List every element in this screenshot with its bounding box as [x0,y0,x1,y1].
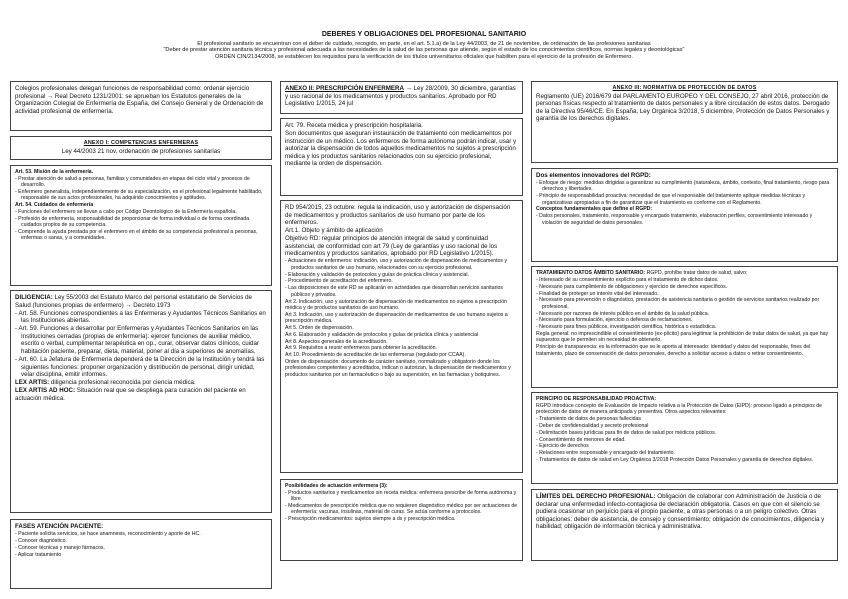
anexo2-text: → Ley 28/2009, 30 diciembre, garantías y uso racional de los medicamentos y productos sanitarios. Aprobado por RD Legislativo 1/2015, 24 jul [285,85,516,108]
list-item: - Medicamentos de prescripción médica que no requieren diagnóstico médico por ser actuaciones de enfermería: vacunas, insulinas, material de curas. Se actúa conforme a protocolos. [285,503,518,516]
principio-box [531,392,838,484]
list-item: - Comprende la ayuda prestada por el enfermero en el ámbito de su competencia profesional a personas, enfermas o sanas, y a comunidades. [15,229,267,242]
art54-title: Art. 54. Cuidados de enfermería [15,202,94,209]
anexo1-box [10,136,272,160]
header-line-1: El profesional sanitario se encuentran con el deber de cuidado, recogido, en parte, en el art. 5.1.a) de la Ley 44/2003, de 21 de noviembre, de ordenación de las profesiones sanitarias [197,40,651,47]
list-item: - Interesado dé su consentimiento explícito para el tratamiento de dichos datos. [536,277,833,283]
rd954-art: Art 8. Aspectos generales de la acreditación. [285,338,388,345]
tratamiento-title: TRATAMIENTO DATOS ÁMBITO SANITARIO: [536,270,646,276]
list-item: - Art. 60. La Jefatura de Enfermería dependerá de la Dirección de la Institución y tendrá las siguientes funciones: proponer organización y distribución de personal, dirigir unidad, velar disciplina, emitir informes. [15,356,267,379]
list-item: - Finalidad de proteger un interés vital del interesado. [536,291,833,297]
rgpd-box [531,168,838,262]
rd954-art: Art 5. Orden de dispensación. [285,324,354,331]
list-item: - Tratamiento de datos de personas fallecidas [536,416,833,422]
page-title: DEBERES Y OBLIGACIONES DEL PROFESIONAL SANITARIO [321,31,527,38]
list-item: - Ejercicio de derechos [536,443,833,449]
diligencia-intro: Ley 55/2003 del Estatuto Marco del personal estatutario de Servicios de Salud (funciones propias de enfermero) → Decreto 1973 [15,294,252,309]
rd954-art1-title: Art.1. Objeto y ámbito de aplicación [285,227,383,235]
adhoc-label: LEX ARTIS AD HOC: [15,387,76,395]
fases-box [10,519,272,589]
tratamiento-intro: RGPD, prohíbe tratar datos de salud, salvo: [646,270,748,276]
limites-box [531,489,838,561]
posibilidades-title: Posibilidades de actuación enfermera (3): [285,483,388,489]
list-item: - Art. 58. Funciones correspondientes a las Enfermeras y Ayudantes Técnicos Sanitarios en las Instituciones abiertas. [15,310,267,325]
list-item: - Art. 59. Funciones a desarrollar por Enfermeras y Ayudantes Técnicos Sanitarios en las Instituciones cerradas (propias de enfermería): ejercer funciones de auxiliar médico, escrito o verbal, cumplimentar terapéutica en op., curar, observar datos clínicos, cuidar habitación paciente, preparar, dieta, material, poner al día a superiores de anomalías. [15,325,267,355]
tratamiento-transparencia: Principio de transparencia: es la información que se le aporta al interesado: identidad y datos del responsable, fines del tratamiento, plazo de conservación de datos personales, derecho a solicitar acceso a datos o retirar consentimiento. [536,344,811,357]
list-item: - Funciones del enfermero se llevan a cabo por Código Deontológico de la Enfermería española. [15,209,267,215]
list-item: - Enfoque de riesgo: medidas dirigidas a garantizar su cumplimiento (naturaleza, ámbito, contexto, final tratamiento, riesgo para derechos y libertades. [536,180,833,193]
list-item: - Actuaciones de enfermeros: indicación, uso y autorización de dispensación de medicamentos y productos sanitarios de uso humano, relacionados con su ejercicio profesional. [285,258,518,271]
rd954-list [285,258,518,298]
page-header [10,31,838,61]
list-item: - Conocer técnicas y manejo fármacos. [15,545,267,551]
art79-text: Son documentos que aseguran instauración de tratamiento con medicamentos por instrucción de un médico. Los enfermeros de forma autónoma podrán indicar, usar y autorizar la dispensación de todos aquellos medicamentos no sujetos a prescripción médica y los productos sanitarios relacionados con su ejercicio profesional, mediante la orden de dispensación. [285,130,517,168]
colegios-box [10,81,272,131]
list-item: - Prestar atención de salud a personas, familias y comunidades en etapas del ciclo vital y procesos de desarrollo. [15,176,267,189]
list-item: - Paciente solicita servicios, se hace anamnesis, reconocimiento y aporte de HC. [15,531,267,537]
list-item: - Necesario para formulación, ejercicio o defensa de reclamaciones. [536,317,833,323]
fases-list [15,531,267,558]
list-item: - Necesario para fines públicos, investigación científica, histórica o estadística. [536,324,833,330]
anexo3-title: ANEXO III: NORMATIVA DE PROTECCIÓN DE DATOS [612,85,757,91]
list-item: - Consentimiento de menores de edad. [536,437,833,443]
limites-title: LÍMITES DEL DERECHO PROFESIONAL: [536,493,656,500]
principio-title: PRINCIPIO DE RESPONSABILIDAD PROACTIVA: [536,396,657,402]
list-item: - Datos personales, tratamiento, responsable y encargado tratamiento, elaboración perfiles, consentimiento interesado y violación de seguridad de datos personales. [536,213,833,226]
rgpd-conceptos-list [536,213,833,226]
anexo3-text: Reglamento (UE) 2016/679 del PARLAMENTO EUROPEO Y DEL CONSEJO, 27 abril 2016, protección de personas físicas respecto al tratamiento de datos personales y a libre circulación de estos datos. Derogado de la Directiva 95/46/CE. En España, Ley Orgánica 3/2018, 5 diciembre, Protección de Datos Personales y garantía de los derechos digitales. [536,92,830,123]
list-item: - Elaboración y validación de protocolos y guías de práctica clínica y asistencial. [285,272,518,278]
orden-text: Orden de dispensación: documento de carácter sanitario, normalizado y obligatorio donde los profesionales competentes y acreditados, indican o autorizan, la dispensación de medicamentos y productos sanitarios por un farmacéutico o bajo su supervisión, en las farmacias y botiquines. [285,359,511,378]
list-item: - Relaciones entre responsable y encargado del tratamiento. [536,450,833,456]
rd954-art: Art 3. Indicación, uso y autorización de dispensación de medicamentos de uso humano sujetos a prescripción médica. [285,311,508,325]
header-line-3: ORDEN CIN/2134/2008, se establecen los requisitos para la verificación de los títulos universitarios oficiales que habiliten para el ejercicio de la profesión de Enfermero. [215,54,633,61]
list-item: - Las disposiciones de este RD se aplicarán en actividades que desarrollan servicios sanitarios públicos y privados. [285,285,518,298]
list-item: - Tratamientos de datos de salud en Ley Orgánica 3/2018 Protección Datos Personales y garantía de derechos digitales. [536,457,833,463]
rgpd-title: Dos elementos innovadores del RGPD: [536,172,651,179]
rd954-art: Art 2. Indicación, uso y autorización de dispensación de medicamentos no sujetos a prescripción médica y de productos sanitarios de uso humano. [285,298,508,311]
anexo1-title: ANEXO I: COMPETENCIAS ENFERMERAS [83,140,199,146]
header-line-2: "Deber de prestar atención sanitaria técnica y profesional adecuada a las necesidades de la salud de las personas que atiende, según el estado de los conocimientos científicos, normas legales y deontológicas" [163,47,685,54]
colegios-text: Colegios profesionales delegan funciones de responsabilidad como: ordenar ejercicio profesional → Real Decreto 1231/2001: se aprueban los Estatutos generales de la Organización Colegial de Enfermería de España, del Consejo General y de Ordenación de actividad profesional de enfermería. [15,85,264,115]
diligencia-box [10,290,272,513]
list-item: - Necesario para prevención o diagnóstico, prestación de asistencia sanitaria o gestión de servicios sanitarios realizado por profesional. [536,297,833,310]
rd954-art: Art 9. Requisitos a reunir enfermeros para obtener la acreditación. [285,345,437,352]
list-item: - Principio de responsabilidad proactiva: necesidad de que el responsable del tratamiento aplique medidas técnicas y organizativas apropiadas a fin de garantizar que el tratamiento es conforme con el Reglamento. [536,193,833,206]
rd954-art1-text: Objetivo RD: regular principios de atención integral de salud y continuidad asistencial, de conformidad con art 79 (Ley de garantías y uso racional de los medicamentos y productos sanitarios, aprobado por RD Legislativo 1/2015). [285,235,498,258]
posibilidades-box [280,479,523,561]
tratamiento-regla: Regla general: no imprescindible el consentimiento (ex-plícito) para legitimar la prohibición de tratar datos de salud, ya que hay supuestos que le permiten sin necesidad de obtenerlo. [536,331,829,344]
rgpd-conceptos-title: Conceptos fundamentales que define el RGPD: [536,206,653,213]
list-item: - Procedimiento de acreditación del enfermero. [285,278,518,284]
rd954-art: Art 6. Elaboración y validación de protocolos y guías de práctica clínica y asistencial [285,331,479,338]
list-item: - Enfermero generalista, independientemente de su especialización, es el profesional legalmente habilitado, responsable de sus actos profesionales, ha adquirido conocimientos y aptitudes. [15,189,267,202]
principio-text: RGPD introduce concepto de Evaluación de Impacto relativa a la Protección de Datos (EIPD): proceso ligado a principios de protección de datos de manera anticipada y preventiva. Otros aspectos relevantes: [536,402,823,416]
list-item: - Delimitación bases jurídicas para fin de datos de salud por médicos públicos. [536,430,833,436]
rd954-intro: RD 954/2015, 23 octubre: regula la indicación, uso y autorización de dispensación de medicamentos y productos sanitarios de uso humano por parte de los enfermeros. [285,204,511,227]
tratamiento-box [531,266,838,388]
anexo2-box [280,81,523,114]
anexo2-title: ANEXO II: PRESCRIPCIÓN ENFERMERA [285,85,404,92]
rgpd-list [536,180,833,206]
rd954-box [280,200,523,473]
art54-list [15,209,267,242]
list-item: - Profesión de enfermería, responsabilidad de proporcionar de forma individual o de forma coordinada cuidados propios de su competencia. [15,216,267,229]
list-item: - Productos sanitarios y medicamentos sin receta médica: enfermera prescribe de forma autónoma y libre. [285,490,518,503]
rd954-art: Art 10. Procedimiento de acreditación de las enfermeras (regulado por CCAA). [285,352,466,359]
diligencia-title: DILIGENCIA: [15,294,53,301]
lexartis-label: LEX ARTIS: [15,379,50,387]
anexo3-box [531,81,838,163]
adhoc-text: Situación real que se despliega para curación del paciente en actuación médica. [15,387,246,402]
art53-list [15,176,267,202]
tratamiento-list [536,277,833,331]
fases-title: FASES ATENCIÓN PACIENTE: [15,523,104,530]
list-item: - Aplicar tratamiento [15,552,267,558]
limites-text: Obligación de colaborar con Administración de Justicia o de declarar una enfermedad infecto-contagiosa de declaración obligatoria. Casos en que con el silencio se pudiera ocasionar un perjuicio para el propio paciente, a otras personas o a un peligro colectivo. Otras obligaciones: deber de asistencia, de consejo y consentimiento; obligación de conocimientos, diligencia y habilidad; obligación de información técnica y administrativa. [536,493,825,531]
list-item: - Necesario para cumplimiento de obligaciones y ejercicio de derechos específicos. [536,284,833,290]
principio-list [536,416,833,463]
list-item: - Prescripción medicamentos: sujetos siempre a dx y prescripción médica. [285,516,518,522]
diligencia-list [15,310,267,379]
arts-box [10,165,272,286]
anexo1-subtitle: Ley 44/2003 21 nov, ordenación de profesiones sanitarias [61,147,221,155]
list-item: - Necesario por razones de interés público en el ámbito de la salud pública. [536,311,833,317]
art53-title: Art. 53. Misión de la enfermería. [15,169,94,175]
lexartis-text: diligencia profesional reconocida por ciencia médica. [50,379,196,387]
list-item: - Deber de confidencialidad y secreto profesional [536,423,833,429]
art79-box [280,118,523,196]
art79-title: Art. 79. Receta médica y prescripción hospitalaria. [285,122,423,129]
posibilidades-list [285,490,518,523]
list-item: - Conocer diagnóstico. [15,538,267,544]
